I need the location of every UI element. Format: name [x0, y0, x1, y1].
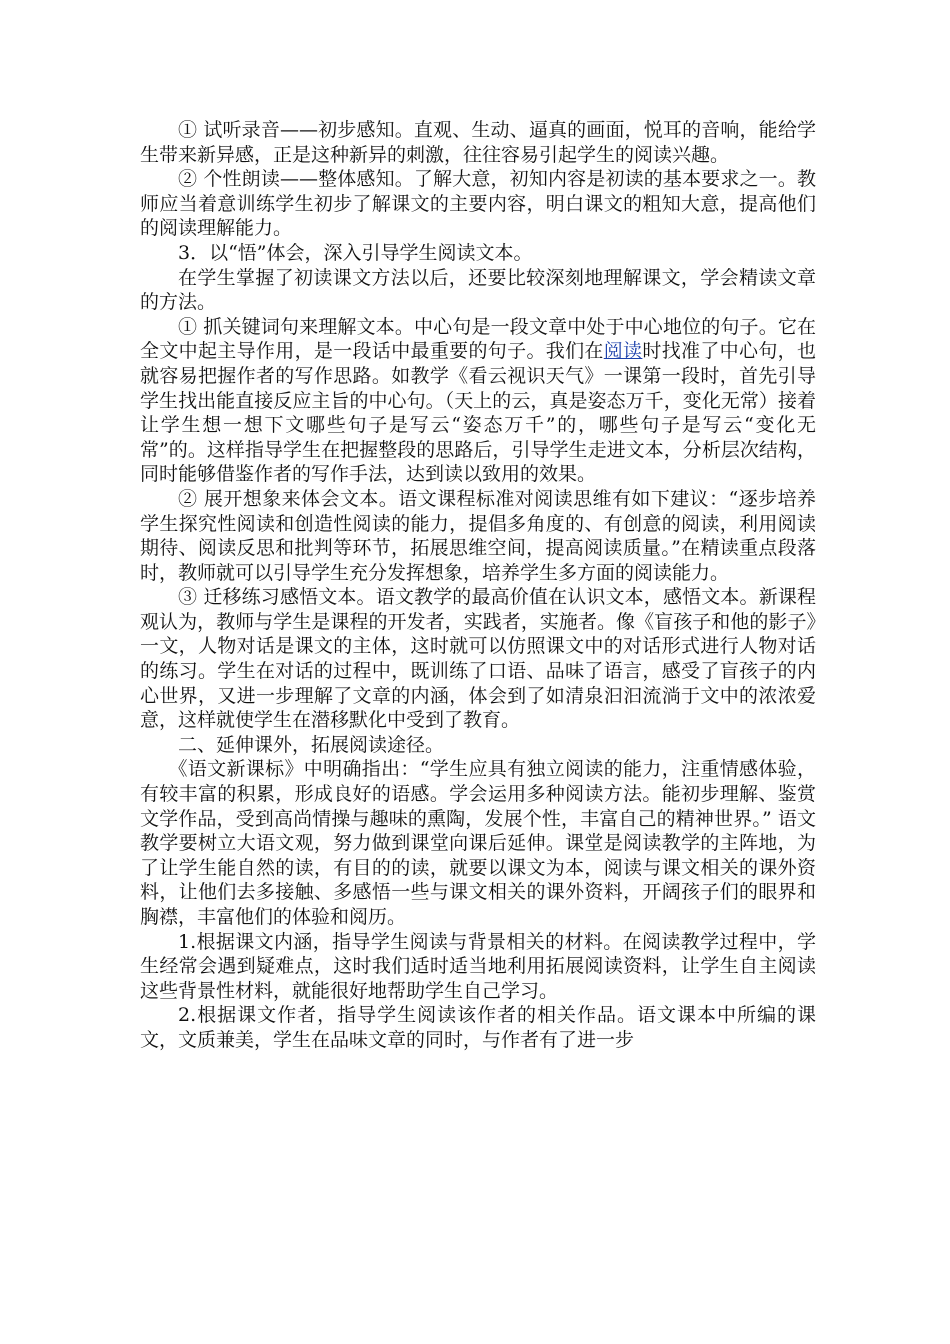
paragraph-background-material: 1.根据课文内涵，指导学生阅读与背景相关的材料。在阅读教学过程中，学生经常会遇到疑难点，这时我们适时适当地利用拓展阅读资料，让学生自主阅读这些背景性材料，就能很好地帮助学生自己学习。: [140, 930, 816, 1002]
paragraph-key-sentences-text-b: 时找准了中心句，也就容易把握作者的写作思路。如教学《看云视识天气》一课第一段时，首先引导学生找出能直接反应主旨的中心句。（天上的云，真是姿态万千，变化无常）接着让学生想一想下文哪些句子是写云“姿态万千”的，哪些句子是写云“变化无常”的。这样指导学生在把握整段的思路后，引导学生走进文本，分析层次结构，同时能够借鉴作者的写作手法，达到读以致用的效果。: [140, 340, 816, 486]
paragraph-author-works: 2.根据课文作者，指导学生阅读该作者的相关作品。语文课本中所编的课文，文质兼美，学生在品味文章的同时，与作者有了进一步: [140, 1004, 816, 1051]
paragraph-key-sentences-text-a: ① 抓关键词句来理解文本。中心句是一段文章中处于中心地位的句子。它在全文中起主导作用，是一段话中最重要的句子。我们在: [140, 315, 816, 363]
paragraph-transfer-practice: ③ 迁移练习感悟文本。语文教学的最高价值在认识文本，感悟文本。新课程观认为，教师与学生是课程的开发者，实践者，实施者。像《盲孩子和他的影子》一文，人物对话是课文的主体，这时就可以仿照课文中的对话形式进行人物对话的练习。学生在对话的过程中，既训练了口语、品味了语言，感受了盲孩子的内心世界，又进一步理解了文章的内涵，体会到了如清泉汩汩流淌于文中的浓浓爱意，这样就使学生在潜移默化中受到了教育。: [140, 586, 816, 732]
paragraph-reading-aloud: ② 个性朗读——整体感知。了解大意，初知内容是初读的基本要求之一。教师应当着意训练学生初步了解课文的主要内容，明白课文的粗知大意，提高他们的阅读理解能力。: [140, 168, 816, 240]
paragraph-curriculum-standard: 《语文新课标》中明确指出：“学生应具有独立阅读的能力，注重情感体验，有较丰富的积累，形成良好的语感。学会运用多种阅读方法。能初步理解、鉴赏文学作品，受到高尚情操与趣味的熏陶，发展个性，丰富自己的精神世界。” 语文教学要树立大语文观，努力做到课堂向课后延伸。课堂是阅读教学的主阵地，为了让学生能自然的读，有目的的读，就要以课文为本，阅读与课文相关的课外资料，让他们去多接触、多感悟一些与课文相关的课外资料，开阔孩子们的眼界和胸襟，丰富他们的体验和阅历。: [140, 758, 816, 928]
paragraph-key-sentences: [140, 315, 816, 487]
reading-link[interactable]: 阅读: [603, 340, 643, 363]
paragraph-section-2-heading: 二、延伸课外，拓展阅读途径。: [178, 733, 445, 756]
document-body: [140, 118, 816, 1053]
paragraph-listening: ① 试听录音——初步感知。直观、生动、逼真的画面，悦耳的音响，能给学生带来新异感，正是这种新异的刺激，往往容易引起学生的阅读兴趣。: [140, 119, 816, 166]
paragraph-heading-3: 3．以“悟”体会，深入引导学生阅读文本。: [178, 241, 533, 264]
paragraph-imagination: ② 展开想象来体会文本。语文课程标准对阅读思维有如下建议：“逐步培养学生探究性阅读和创造性阅读的能力，提倡多角度的、有创意的阅读，利用阅读期待、阅读反思和批判等环节，拓展思维空间，提高阅读质量。”在精读重点段落时，教师就可以引导学生充分发挥想象，培养学生多方面的阅读能力。: [140, 487, 816, 584]
paragraph-intensive-reading: 在学生掌握了初读课文方法以后，还要比较深刻地理解课文，学会精读文章的方法。: [140, 266, 816, 314]
